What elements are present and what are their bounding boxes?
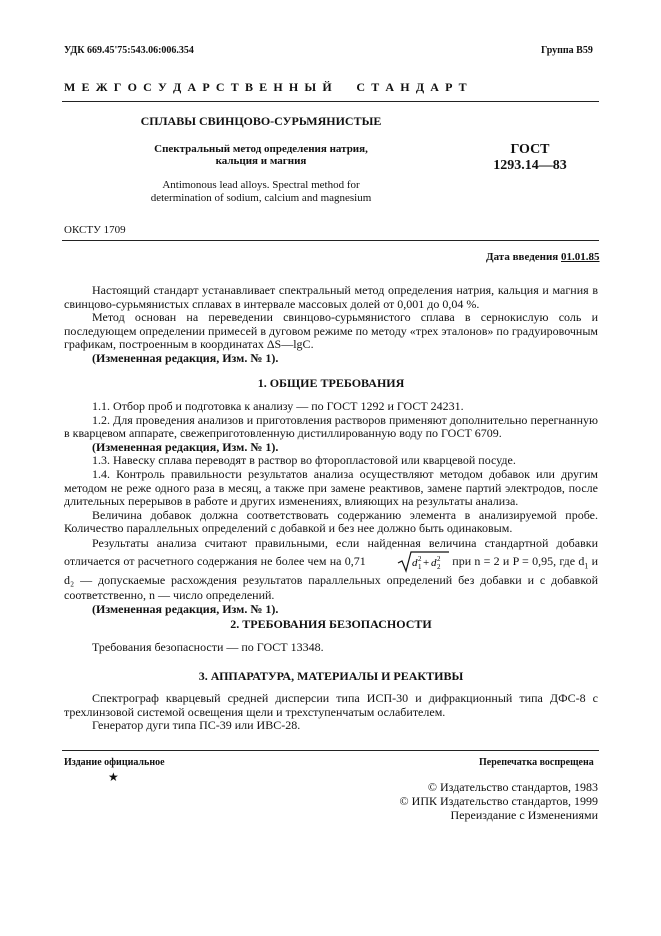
section-1-block <box>64 400 598 617</box>
svg-text:2: 2 <box>437 562 441 571</box>
document-title: СПЛАВЫ СВИНЦОВО-СУРЬМЯНИСТЫЕ <box>140 114 382 128</box>
intro-date-value: 01.01.85 <box>561 251 600 263</box>
svg-text:+: + <box>423 556 430 569</box>
oksty-code: ОКСТУ 1709 <box>64 224 126 236</box>
spectrograph-paragraph: Спектрограф кварцевый средней дисперсии типа ИСП-30 и дифракционный типа ДФС-8 с трехлинзовой системой освещения щели и трехступенчатым ослабителем. <box>64 691 598 719</box>
result-text-a: Результаты анализа считают правильными, если найденная величина стандартной добавки отличается от расчетного содержания не более чем на 0,71 <box>64 535 598 568</box>
official-edition: Издание официальное <box>64 757 165 768</box>
additive-paragraph: Величина добавок должна соответствовать содержанию элемента в анализируемой пробе. Количество параллельных определений с добавкой и без нее должно быть одинаковым. <box>64 507 598 536</box>
clause-1-2: 1.2. Для проведения анализов и приготовления растворов применяют дополнительно перегнанную в кварцевом аппарате, свежеприготовленную дистиллированную воду по ГОСТ 6709. <box>64 412 598 441</box>
intro-paragraph-2: Метод основан на переведении свинцово-сурьмянистого сплава в сернокислую соль и последующем определении примесей в дуговом режиме по методу «трех эталонов» по градуировочным графикам, построенным в координатах ΔS—lgC. <box>64 310 598 352</box>
copyright-1983: © Издательство стандартов, 1983 <box>427 780 598 794</box>
section-2-heading: 2. ТРЕБОВАНИЯ БЕЗОПАСНОСТИ <box>230 617 432 631</box>
clause-1-4: 1.4. Контроль правильности результатов анализа осуществляют методом добавок или другим методом не реже одного раза в месяц, а также при замене реактивов, замене партий электродов, после длительных перерывов в работе и других изменениях, влияющих на результаты анализа. <box>64 466 598 509</box>
english-title-line2: determination of sodium, calcium and magnesium <box>150 192 372 204</box>
result-text-b: при n = 2 и P = 0,95, где d <box>452 553 585 568</box>
section-3-heading: 3. АППАРАТУРА, МАТЕРИАЛЫ И РЕАКТИВЫ <box>198 669 464 683</box>
section-1-change-note: (Измененная редакция, Изм. № 1). <box>92 602 279 617</box>
header-rule <box>62 101 599 102</box>
generator-paragraph: Генератор дуги типа ПС-39 или ИВС-28. <box>92 718 301 733</box>
intro-block <box>64 284 598 366</box>
sqrt-symbol-icon <box>397 551 449 573</box>
clause-1-3: 1.3. Навеску сплава переводят в раствор во фторопластовой или кварцевой посуде. <box>92 453 516 468</box>
document-subtitle-line1: Спектральный метод определения натрия, <box>154 143 368 155</box>
safety-paragraph: Требования безопасности — по ГОСТ 13348. <box>92 640 324 654</box>
reprint-notice: Перепечатка воспрещена <box>479 757 594 768</box>
svg-text:1: 1 <box>418 562 422 571</box>
intro-date <box>486 251 600 263</box>
udk-code: УДК 669.45'75:543.06:006.354 <box>64 45 194 56</box>
svg-text:d: d <box>412 556 418 569</box>
footer-rule <box>62 750 599 751</box>
clause-1-2-change: (Измененная редакция, Изм. № 1). <box>92 439 279 454</box>
section-2-block <box>64 641 598 655</box>
gost-number: 1293.14—83 <box>493 158 567 173</box>
svg-text:d: d <box>431 556 437 569</box>
intro-change-note: (Измененная редакция, Изм. № 1). <box>92 350 279 365</box>
star-icon: ★ <box>108 770 119 784</box>
svg-text:2: 2 <box>418 554 422 563</box>
title-rule <box>62 240 599 241</box>
section-3-block <box>64 692 598 733</box>
result-paragraph: Результаты анализа считают правильными, если найденная величина стандартной добавки отличается от расчетного содержания не более чем на 0,71 d 2 1 + d 2 2 при n = 2 и P = 0,95, где $d_1$ и d₂ — допускаемые расхождения результатов параллельных определений без добавки и с добавкой соответственно, n — число определений. <box>64 535 599 603</box>
standard-type: М Е Ж Г О С У Д А Р С Т В Е Н Н Ы Й С Т А Н Д А Р Т <box>64 80 469 94</box>
english-title-line1: Antimonous lead alloys. Spectral method for <box>162 179 360 191</box>
gost-label: ГОСТ <box>510 142 550 157</box>
group-code: Группа В59 <box>541 45 593 56</box>
reissue-note: Переиздание с Изменениями <box>450 808 598 822</box>
copyright-1999: © ИПК Издательство стандартов, 1999 <box>399 794 598 808</box>
intro-paragraph-1: Настоящий стандарт устанавливает спектральный метод определения натрия, кальция и магния в свинцово-сурьмянистых сплавах в интервале массовых долей от 0,001 до 0,04 %. <box>64 283 598 311</box>
sqrt-formula <box>369 551 449 573</box>
svg-text:2: 2 <box>437 554 441 563</box>
clause-1-1: 1.1. Отбор проб и подготовка к анализу — по ГОСТ 1292 и ГОСТ 24231. <box>92 399 464 413</box>
result-text-c: и d₂ — допускаемые расхождения результатов параллельных определений без добавки и с добавкой соответственно, n — число определений. <box>64 553 599 603</box>
document-subtitle-line2: кальция и магния <box>215 155 307 167</box>
intro-date-label: Дата введения <box>486 251 559 263</box>
section-1-heading: 1. ОБЩИЕ ТРЕБОВАНИЯ <box>257 376 405 390</box>
